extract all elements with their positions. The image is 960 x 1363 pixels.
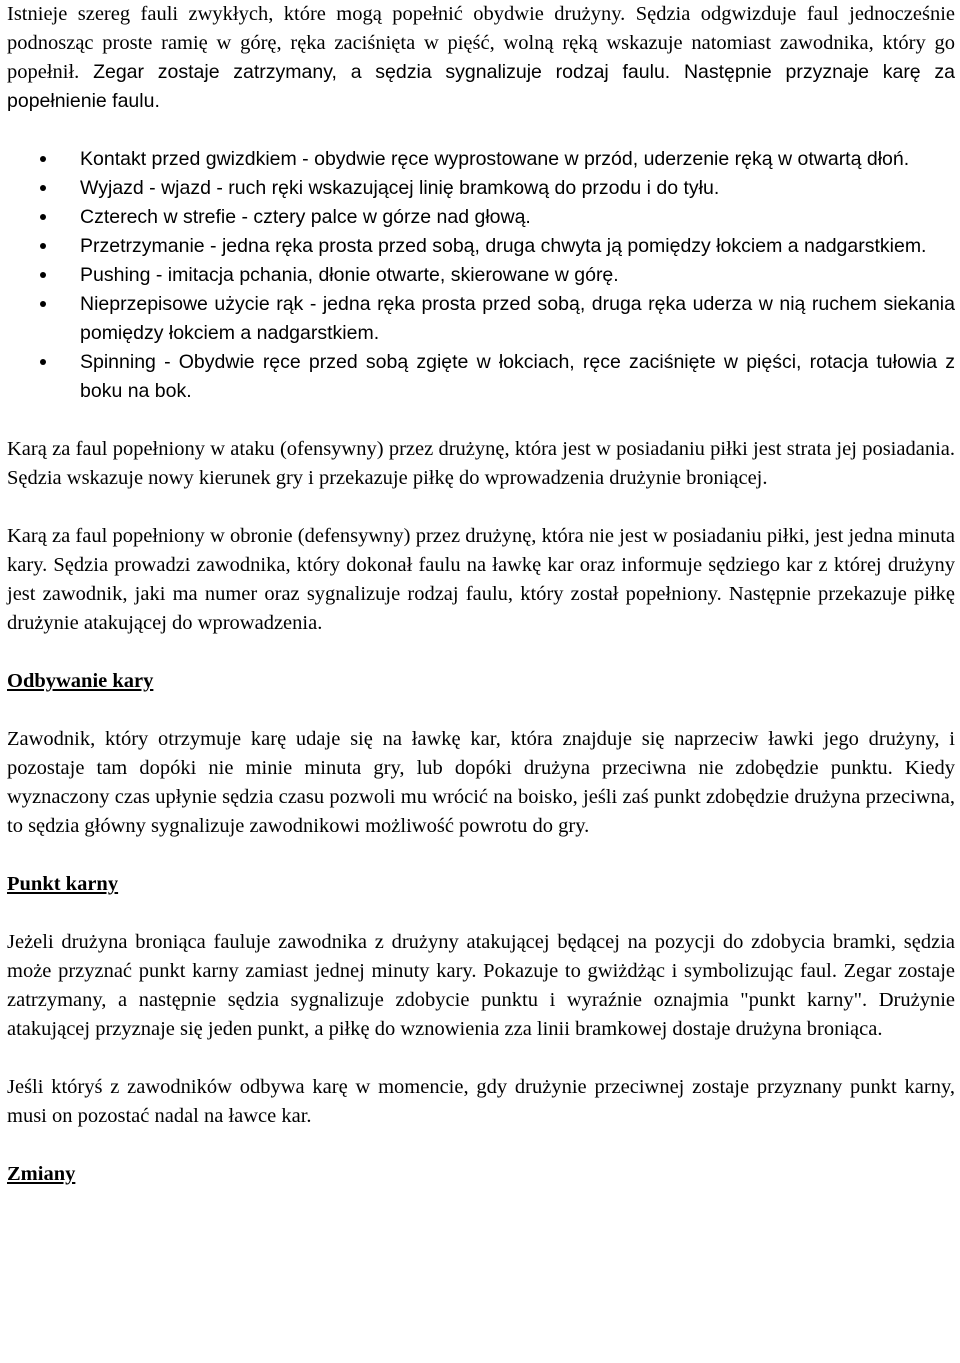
list-item-text: Spinning - Obydwie ręce przed sobą zgięte w łokciach, ręce zaciśnięte w pięści, rotacja tułowia z boku na bok. <box>80 351 955 402</box>
section-heading-penalty: Odbywanie kary <box>7 670 154 692</box>
list-item <box>7 203 955 232</box>
list-item <box>7 290 955 348</box>
list-item-text: Wyjazd - wjazd - ruch ręki wskazującej linię bramkową do przodu i do tyłu. <box>80 177 720 199</box>
foul-signals-list <box>7 145 955 406</box>
penalty-paragraph: Zawodnik, który otrzymuje karę udaje się na ławkę kar, która znajduje się naprzeciw ławki jego drużyny, i pozostaje tam dopóki nie minie minuta gry, lub dopóki drużyna przeciwna nie zdobędzie punktu. Kiedy wyznaczony czas upłynie sędzia czasu pozwoli mu wrócić na boisko, jeśli zaś punkt zdobędzie drużyna przeciwna, to sędzia główny sygnalizuje zawodnikowi możliwość powrotu do gry. <box>7 728 955 837</box>
list-item <box>7 261 955 290</box>
list-item <box>7 348 955 406</box>
document-page <box>7 0 955 1189</box>
intro-text-part2: Zegar zostaje zatrzymany, a sędzia sygnalizuje rodzaj faulu. Następnie przyznaje karę za popełnienie faulu. <box>7 61 955 112</box>
list-item <box>7 232 955 261</box>
section-heading-changes: Zmiany <box>7 1163 76 1185</box>
bullet-icon <box>40 359 46 365</box>
list-item-text: Czterech w strefie - cztery palce w górze nad głową. <box>80 206 531 228</box>
bullet-icon <box>40 301 46 307</box>
list-item <box>7 145 955 174</box>
list-item-text: Kontakt przed gwizdkiem - obydwie ręce wyprostowane w przód, uderzenie ręką w otwartą dłoń. <box>80 148 910 170</box>
bullet-icon <box>40 243 46 249</box>
intro-paragraph <box>7 0 955 116</box>
bullet-icon <box>40 156 46 162</box>
intro-text-part1: Istnieje szereg fauli zwykłych, które mogą popełnić obydwie drużyny. Sędzia odgwizduje faul jednocześnie podnosząc proste ramię w górę, ręka zaciśnięta w pięść, wolną ręką wskazuje natomiast zawodnika, który go popełnił. <box>7 3 955 83</box>
penalty-point-bench-paragraph: Jeśli któryś z zawodników odbywa karę w momencie, gdy drużynie przeciwnej zostaje przyznany punkt karny, musi on pozostać nadal na ławce kar. <box>7 1076 955 1127</box>
penalty-point-paragraph: Jeżeli drużyna broniąca fauluje zawodnika z drużyny atakującej będącej na pozycji do zdobycia bramki, sędzia może przyznać punkt karny zamiast jednej minuty kary. Pokazuje to gwiżdżąc i symbolizując faul. Zegar zostaje zatrzymany, a następnie sędzia sygnalizuje zdobycie punktu i wyraźnie oznajmia "punkt karny". Drużynie atakującej przyznaje się jeden punkt, a piłkę do wznowienia zza linii bramkowej dostaje drużyna broniąca. <box>7 931 955 1040</box>
bullet-icon <box>40 185 46 191</box>
list-item-text: Nieprzepisowe użycie rąk - jedna ręka prosta przed sobą, druga ręka uderza w nią ruchem siekania pomiędzy łokciem a nadgarstkiem. <box>80 293 955 344</box>
list-item <box>7 174 955 203</box>
list-item-text: Przetrzymanie - jedna ręka prosta przed sobą, druga chwyta ją pomiędzy łokciem a nadgarstkiem. <box>80 235 927 257</box>
section-heading-penalty-point: Punkt karny <box>7 873 119 895</box>
bullet-icon <box>40 272 46 278</box>
defensive-foul-paragraph: Karą za faul popełniony w obronie (defensywny) przez drużynę, która nie jest w posiadaniu piłki, jest jedna minuta kary. Sędzia prowadzi zawodnika, który dokonał faulu na ławkę kar oraz informuje sędziego kar z której drużyny jest zawodnik, jaki ma numer oraz sygnalizuje rodzaj faulu, który został popełniony. Następnie przekazuje piłkę drużynie atakującej do wprowadzenia. <box>7 525 955 634</box>
bullet-icon <box>40 214 46 220</box>
list-item-text: Pushing - imitacja pchania, dłonie otwarte, skierowane w górę. <box>80 264 619 286</box>
offensive-foul-paragraph: Karą za faul popełniony w ataku (ofensywny) przez drużynę, która jest w posiadaniu piłki jest strata jej posiadania. Sędzia wskazuje nowy kierunek gry i przekazuje piłkę do wprowadzenia drużynie broniącej. <box>7 438 955 489</box>
